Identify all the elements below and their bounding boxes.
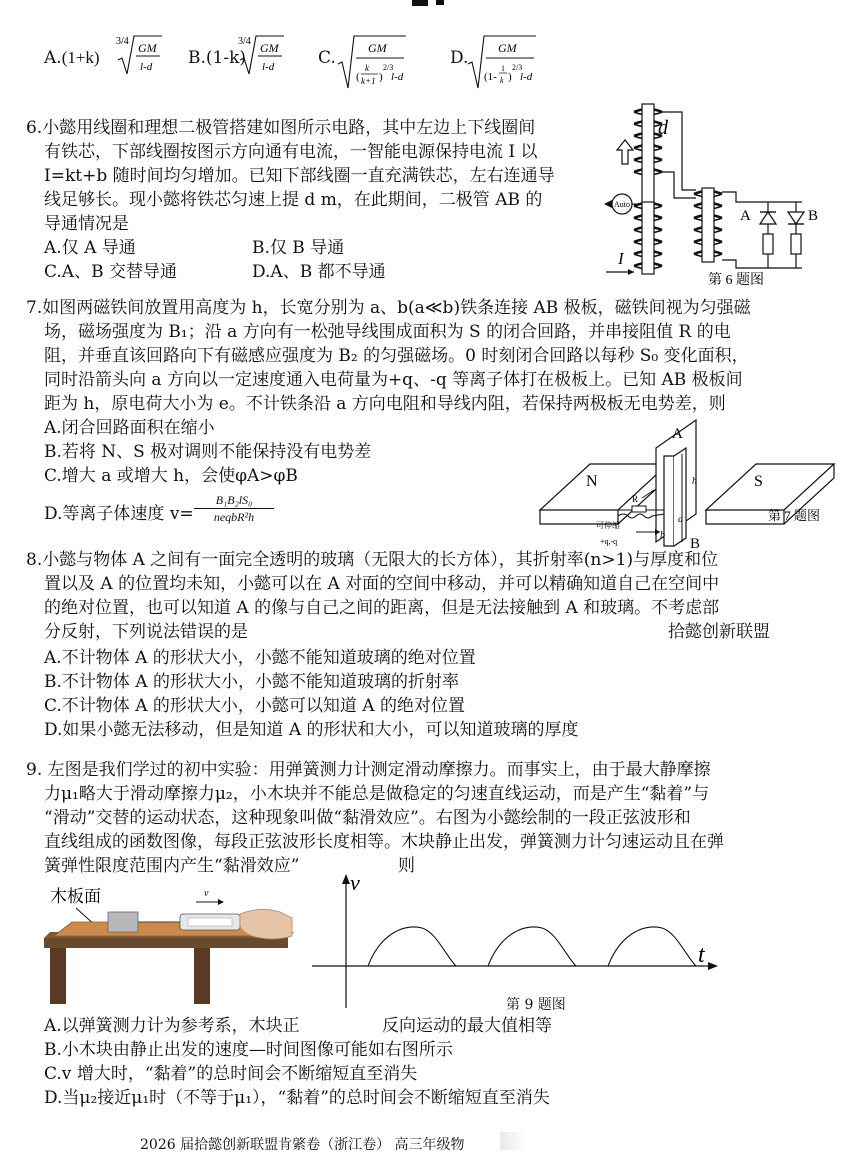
q5-b-rad-den: l-d: [262, 61, 275, 73]
q9-table-leg-right: [194, 948, 210, 1004]
q6-up-arrow-icon: [617, 140, 633, 164]
q6-line-2: 有铁芯，下部线圈按图示方向通有电流，一智能电源保持电流 I 以: [44, 142, 538, 162]
q7-line-3: 阻，并垂直该回路向下有磁感应强度为 B₂ 的匀强磁场。0 时刻闭合回路以每秒 S₀ 变化面积，: [44, 346, 749, 366]
q7-label-a: a: [678, 514, 683, 525]
q6-resistor-a: [763, 234, 773, 254]
q5-option-d-radical: [466, 30, 538, 92]
q9-vt-graph: [308, 870, 720, 1010]
q5-option-a-radical: [116, 30, 166, 80]
q9-line-2: 力μ₁略大于滑动摩擦力μ₂，小木块并不能总是做稳定的匀速直线运动，而是产生“黏着”与: [44, 784, 710, 804]
q6-label-d: d: [658, 117, 668, 139]
q9-line-5: 簧弹性限度范围内产生“黏滑效应”: [44, 856, 300, 876]
q5-option-c: C.: [318, 48, 336, 68]
footer-blur: [500, 1132, 526, 1150]
q7-label-N: N: [586, 473, 598, 490]
q5-c-den-tail: l-d: [391, 71, 404, 83]
q9-line-4: 直线组成的函数图像，每段正弦波形长度相等。木块静止出发，弹簧测力计匀速运动且在弹: [44, 832, 724, 852]
q7-line-2: 场，磁场强度为 B₁；沿 a 方向有一松弛导线围成面积为 S 的闭合回路，并串接阻值 R 的电: [44, 322, 731, 342]
q7-magnet-n: [540, 464, 668, 510]
q5-c-rad-num: GM: [368, 41, 387, 55]
q9-line-3: “滑动”交替的运动状态，这种现象叫做“黏滑效应”。右图为小懿绘制的一段正弦波形和: [44, 808, 691, 828]
q7-magnet-s: [706, 464, 834, 510]
q5-b-exp: 3/4: [238, 36, 251, 47]
q7-option-b: B.若将 N、S 极对调则不能保持没有电势差: [44, 442, 372, 462]
q9-option-c: C.v 增大时，“黏着”的总时间会不断缩短直至消失: [44, 1064, 418, 1084]
q7-line-4: 同时沿箭头向 a 方向以一定速度通入电荷量为+q、-q 等离子体打在极板上。已知 AB 极板间: [44, 370, 743, 390]
q9-option-a-tail: 反向运动的最大值相等: [382, 1016, 552, 1036]
q6-line-1: 6.小懿用线圈和理想二极管搭建如图所示电路，其中左边上下线圈间: [26, 118, 536, 138]
q6-option-b: B.仅 B 导通: [252, 238, 345, 258]
q9-caption: 第 9 题图: [506, 997, 566, 1013]
q5-option-b-radical: [238, 30, 288, 80]
svg-text:): ): [508, 71, 512, 83]
q7-line-1: 7.如图两磁铁间放置用高度为 h，长宽分别为 a、b(a≪b)铁条连接 AB 极板，磁铁间视为匀强磁: [26, 298, 751, 318]
q5-option-b: B.(1-k): [188, 48, 247, 68]
q9-option-d: D.当μ₂接近μ₁时（不等于μ₁），“黏着”的总时间会不断缩短直至消失: [44, 1088, 550, 1108]
q7-option-d-den: neqbR²h: [213, 510, 255, 524]
q7-option-d: [44, 502, 194, 526]
q8-line-3: 的绝对位置，也可以知道 A 的像与自己之间的距离，但是无法接触到 A 和玻璃。不考虑部: [44, 598, 720, 618]
q5-option-c-radical: [336, 30, 408, 92]
q7-label-B: B: [690, 536, 701, 552]
q8-line-1: 8.小懿与物体 A 之间有一面完全透明的玻璃（无限大的长方体），其折射率(n>1)与厚度和位: [26, 550, 719, 570]
q7-figure: [536, 414, 836, 552]
q7-label-b: b: [660, 530, 665, 541]
q9-axis-v-label: v: [350, 870, 360, 895]
q8-option-c: C.不计物体 A 的形状大小，小懿可以知道 A 的绝对位置: [44, 696, 465, 716]
q5-c-den-frac-den: k+1: [361, 76, 376, 86]
q6-caption: 第 6 题图: [708, 273, 764, 288]
q6-wire-bottom: [722, 260, 802, 268]
q9-line-1: 9. 左图是我们学过的初中实验：用弹簧测力计测定滑动摩擦力。而事实上，由于最大静摩擦: [26, 760, 711, 780]
q7-option-c: C.增大 a 或增大 h，会使φA>φB: [44, 466, 298, 486]
q8-option-d: D.如果小懿无法移动，但是知道 A 的形状和大小，可以知道玻璃的厚度: [44, 720, 579, 740]
q7-label-charges: +q,-q: [600, 537, 618, 546]
q7-label-R: R: [632, 494, 639, 504]
page-footer: 2026 届拾懿创新联盟肯綮卷（浙江卷） 高三年级物: [140, 1137, 465, 1153]
svg-text:(: (: [356, 71, 360, 83]
q6-option-d: D.A、B 都不导通: [252, 262, 386, 282]
q9-experiment-illustration: [44, 882, 294, 1010]
q9-wood-block: [108, 912, 138, 932]
top-crop-mark: [412, 0, 428, 6]
q7-option-d-label: D.等离子体速度 v=: [44, 504, 194, 524]
q9-line-5-end: 则: [398, 856, 415, 876]
q6-option-a: A.仅 A 导通: [44, 238, 136, 258]
q9-board-label: 木板面: [50, 887, 101, 907]
q6-label-auto: Auto: [614, 200, 630, 209]
q5-a-exp-num: 3/4: [116, 36, 129, 47]
q5-c-den-exp: 2/3: [383, 63, 394, 72]
q9-v-label: v: [204, 888, 209, 899]
q7-label-A: A: [672, 426, 683, 442]
q5-d-den-exp: 2/3: [512, 63, 523, 72]
q9-option-b: B.小木块由静止出发的速度—时间图像可能如右图所示: [44, 1040, 453, 1060]
q6-figure: [596, 94, 828, 290]
q8-option-a: A.不计物体 A 的形状大小，小懿不能知道玻璃的绝对位置: [44, 648, 476, 668]
q5-a-rad-num: GM: [138, 41, 157, 55]
top-crop-mark-2: [436, 0, 444, 5]
q5-d-rad-num: GM: [498, 41, 517, 55]
q9-velocity-arrow-icon: [218, 899, 224, 905]
q9-table-leg-left: [50, 948, 66, 1004]
q6-line-3: I=kt+b 随时间均匀增加。已知下部线圈一直充满铁芯，左右连通导: [44, 166, 555, 186]
q5-c-den-frac-num: k: [365, 63, 369, 73]
q9-curve: [346, 927, 696, 966]
q7-label-stretch: 可伸缩: [596, 521, 620, 530]
q8-line-4: 分反射，下列说法错误的是: [44, 622, 248, 642]
q6-label-A: A: [740, 208, 751, 224]
q5-options: [0, 0, 864, 100]
q8-option-b: B.不计物体 A 的形状大小，小懿不能知道玻璃的折射率: [44, 672, 459, 692]
q6-diode-b: [788, 212, 804, 224]
q6-option-c: C.A、B 交替导通: [44, 262, 177, 282]
svg-text:): ): [379, 71, 383, 83]
q5-b-rad-num: GM: [260, 41, 279, 55]
q6-diode-a: [760, 212, 776, 224]
q5-d-den-frac-num: 1: [501, 64, 505, 73]
q5-option-a: A.(1+k): [44, 48, 100, 68]
q6-label-B: B: [808, 208, 819, 224]
q8-line-2: 置以及 A 的位置均未知，小懿可以在 A 对面的空间中移动，并可以精确知道自己在空间中: [44, 574, 720, 594]
q5-d-den-tail: l-d: [520, 71, 533, 83]
q7-plate-b: [664, 456, 674, 546]
q5-option-d: D.: [450, 48, 469, 68]
q7-line-5: 距为 h，原电荷大小为 e。不计铁条沿 a 方向电阻和导线内阻，若保持两极板无电势差，则: [44, 394, 726, 414]
q5-d-den-frac-den: k: [500, 76, 504, 85]
q7-resistor: [632, 506, 646, 512]
q6-line-5: 导通情况是: [44, 214, 129, 234]
q7-label-h: h: [692, 476, 697, 487]
q6-wire-top: [722, 192, 802, 202]
q6-resistor-b: [791, 234, 801, 254]
q6-label-I: I: [618, 249, 624, 268]
q6-line-4: 线足够长。现小懿将铁芯匀速上提 d m，在此期间，二极管 AB 的: [44, 190, 543, 210]
q8-watermark: 拾懿创新联盟: [668, 622, 770, 642]
q7-option-a: A.闭合回路面积在缩小: [44, 418, 215, 438]
q7-caption: 第 7 题图: [768, 508, 821, 523]
q7-option-d-num: B₁B₂lS₀: [194, 492, 274, 509]
q9-option-a: A.以弹簧测力计为参考系，木块正: [44, 1016, 300, 1036]
q5-d-den-pre: (1-: [484, 71, 497, 83]
q7-option-d-fraction: [194, 492, 274, 525]
q7-label-S: S: [754, 473, 763, 490]
q9-axis-t-label: t: [698, 942, 705, 968]
q6-iron-core: [642, 104, 654, 214]
q5-a-rad-den: l-d: [140, 61, 153, 73]
